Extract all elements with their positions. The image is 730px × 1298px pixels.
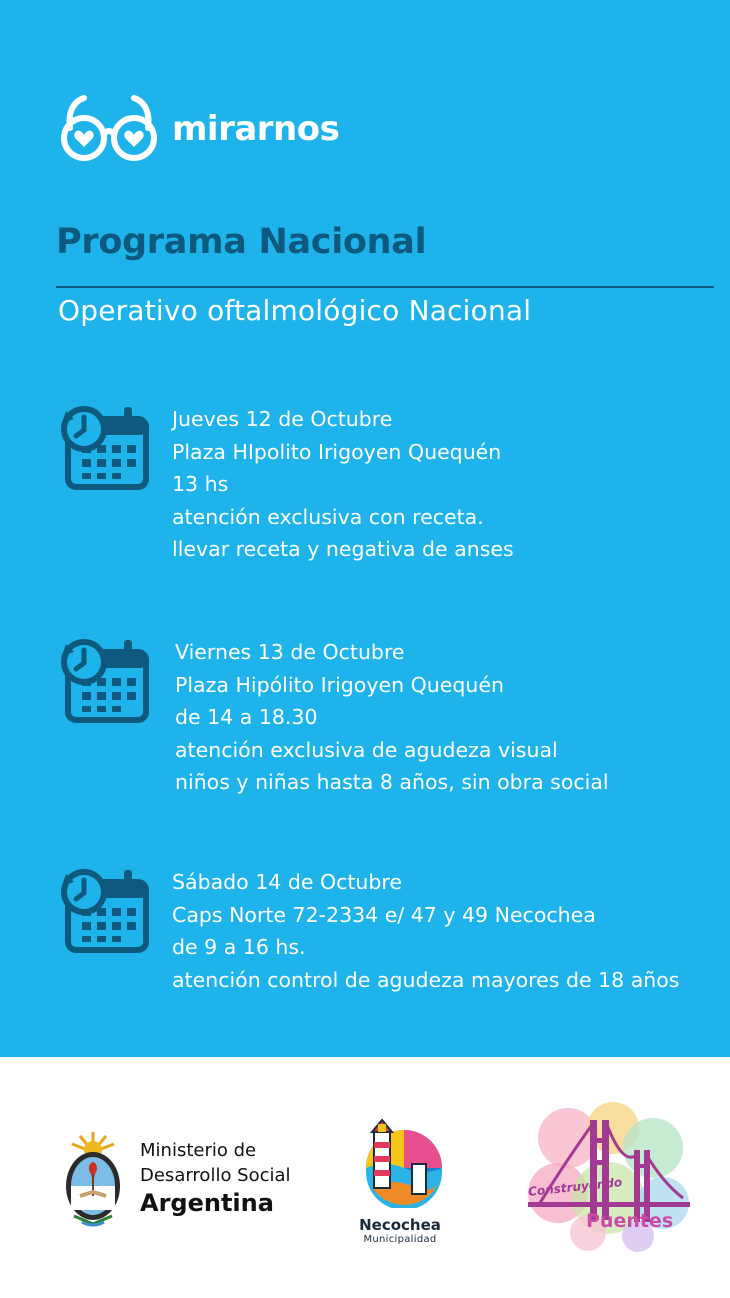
event-note: niños y niñas hasta 8 años, sin obra social: [175, 770, 609, 794]
construyendo-puentes-logo: [518, 1098, 698, 1256]
calendar-clock-icon: [60, 866, 150, 954]
event-place: Plaza HIpolito Irigoyen Quequén: [172, 439, 502, 464]
necochea-sub: Municipalidad: [363, 1234, 437, 1245]
mirarnos-logo: [58, 92, 339, 164]
event-date: Jueves 12 de Octubre: [172, 407, 393, 431]
event-time: 13 hs: [172, 472, 229, 496]
event-date: Viernes 13 de Octubre: [175, 640, 405, 664]
calendar-clock-icon: [60, 636, 150, 724]
event-note: atención exclusiva con receta.: [172, 504, 484, 529]
title-divider: [56, 286, 714, 288]
event-note: atención exclusiva de agudeza visual: [175, 737, 558, 762]
program-title: Programa Nacional: [56, 222, 427, 262]
ministerio-country: Argentina: [140, 1189, 274, 1217]
ministerio-line2: Desarrollo Social: [140, 1165, 291, 1186]
glasses-heart-icon: [58, 92, 160, 164]
national-shield-icon: [60, 1128, 126, 1228]
calendar-clock-icon: [60, 403, 150, 491]
ministerio-logo: [60, 1128, 291, 1228]
event-details: [172, 403, 514, 566]
event-details: [172, 866, 680, 996]
program-subtitle: Operativo oftalmológico Nacional: [58, 294, 532, 327]
event-note: llevar receta y negativa de anses: [172, 537, 514, 561]
event-place: Caps Norte 72-2334 e/ 47 y 49 Necochea: [172, 902, 596, 927]
necochea-name: Necochea: [359, 1216, 441, 1234]
lighthouse-icon: [352, 1112, 448, 1208]
event-details: [175, 636, 609, 799]
event-date: Sábado 14 de Octubre: [172, 870, 403, 894]
event-place: Plaza Hipólito Irigoyen Quequén: [175, 672, 504, 697]
event-time: de 9 a 16 hs.: [172, 935, 306, 959]
puentes-word2: Puentes: [586, 1210, 674, 1232]
puentes-word1: Construyendo: [527, 1175, 623, 1199]
brand-name: mirarnos: [172, 109, 340, 149]
event-time: de 14 a 18.30: [175, 705, 318, 729]
event-note: atención control de agudeza mayores de 18 años: [172, 967, 680, 992]
necochea-logo: [350, 1112, 450, 1245]
ministerio-line1: Ministerio de: [140, 1140, 257, 1161]
